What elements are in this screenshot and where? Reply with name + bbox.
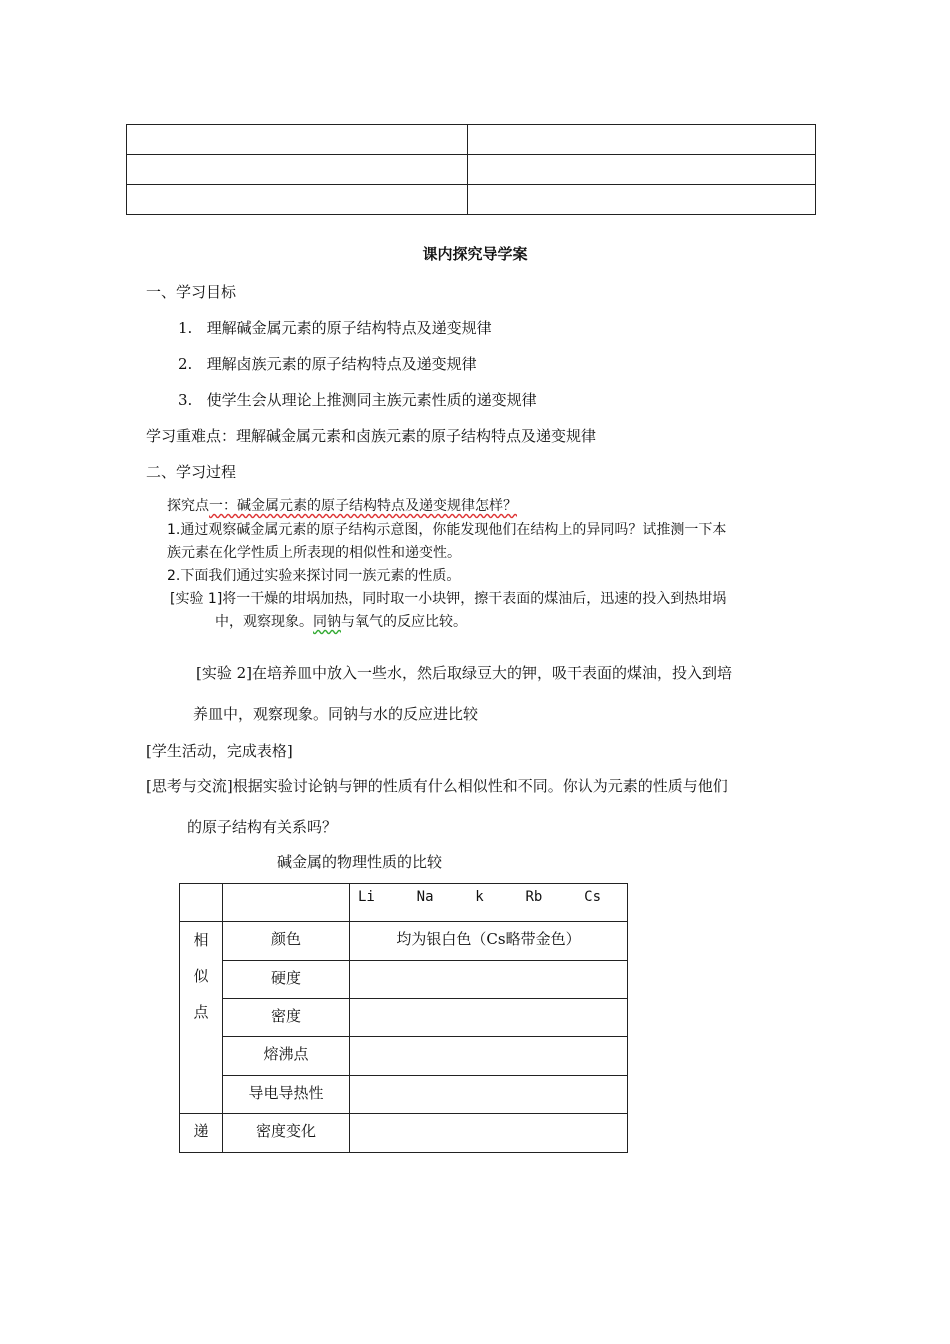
row-value (350, 1076, 628, 1114)
table-cell (468, 155, 816, 185)
table-cell (468, 125, 816, 155)
discussion-text: 的原子结构有关系吗？ (187, 818, 338, 836)
question-text: 族元素在化学性质上所表现的相似性和递变性。 (167, 545, 461, 561)
properties-table (179, 883, 628, 1153)
metal-symbol: Cs (584, 889, 601, 905)
discussion-text: [思考与交流]根据实验讨论钠与钾的性质有什么相似性和不同。你认为元素的性质与他们 (146, 777, 728, 795)
row-value (350, 961, 628, 999)
experiment-fragment: 与氧气的反应比较。 (341, 614, 467, 630)
goal-text: 使学生会从理论上推测同主族元素性质的递变规律 (206, 391, 537, 409)
section-heading: 一、学习目标 (146, 283, 237, 301)
table-caption: 碱金属的物理性质的比较 (277, 853, 443, 871)
page-title: 课内探究导学案 (422, 245, 528, 263)
group-similar (180, 922, 223, 1114)
experiment-text: [实验 2]在培养皿中放入一些水，然后取绿豆大的钾，吸干表面的煤油，投入到培 (196, 664, 733, 682)
group-char: 似 (193, 967, 209, 985)
explore-point (167, 495, 517, 515)
row-value (350, 999, 628, 1037)
table-row (127, 185, 816, 215)
group-char: 点 (193, 1003, 209, 1021)
experiment-text (215, 611, 467, 631)
table-cell (127, 155, 468, 185)
table-row (180, 1076, 628, 1114)
goal-item (178, 317, 492, 338)
key-points: 学习重难点：理解碱金属元素和卤族元素的原子结构特点及递变规律 (146, 427, 597, 445)
metal-symbol: Li (358, 889, 375, 905)
experiment-fragment: 中，观察现象。 (215, 614, 313, 630)
goal-text: 理解碱金属元素的原子结构特点及递变规律 (206, 319, 492, 337)
table-header-metals (350, 884, 628, 922)
row-value: 均为银白色（Cs略带金色） (350, 922, 628, 961)
section-heading: 二、学习过程 (146, 463, 237, 481)
row-label: 导电导热性 (223, 1076, 350, 1114)
header-table (126, 124, 816, 215)
goal-number: 1. (178, 319, 193, 337)
metal-symbol: Na (416, 889, 434, 905)
row-value (350, 1037, 628, 1076)
row-label: 密度 (223, 999, 350, 1037)
table-cell (180, 884, 223, 922)
row-label: 硬度 (223, 961, 350, 999)
experiment-fragment: 同钠 (313, 614, 341, 630)
table-cell (127, 185, 468, 215)
goal-text: 理解卤族元素的原子结构特点及递变规律 (206, 355, 477, 373)
metal-symbol: k (475, 889, 484, 905)
table-row (127, 125, 816, 155)
table-row (180, 961, 628, 999)
question-text: 2.下面我们通过实验来探讨同一族元素的性质。 (167, 568, 461, 584)
table-row (180, 999, 628, 1037)
table-row (127, 155, 816, 185)
row-label: 颜色 (223, 922, 350, 961)
table-row (180, 884, 628, 922)
table-cell (127, 125, 468, 155)
table-row (180, 1114, 628, 1153)
row-label: 密度变化 (223, 1114, 350, 1153)
row-label: 熔沸点 (223, 1037, 350, 1076)
group-trend: 递 (180, 1114, 223, 1153)
goal-item (178, 353, 477, 374)
explore-rest: 一：碱金属元素的原子结构特点及递变规律怎样？ (209, 498, 517, 514)
table-row (180, 1037, 628, 1076)
question-text: 1.通过观察碱金属元素的原子结构示意图，你能发现他们在结构上的异同吗？试推测一下本 (167, 522, 727, 538)
explore-prefix: 探究点 (167, 498, 209, 514)
table-cell (223, 884, 350, 922)
activity-text: [学生活动，完成表格] (146, 742, 293, 760)
metal-symbol: Rb (525, 889, 543, 905)
experiment-text: 养皿中，观察现象。同钠与水的反应进比较 (193, 705, 479, 723)
table-row (180, 922, 628, 961)
goal-number: 2. (178, 355, 193, 373)
group-char: 相 (193, 931, 209, 949)
row-value (350, 1114, 628, 1153)
goal-item (178, 389, 537, 410)
table-cell (468, 185, 816, 215)
experiment-text: [实验 1]将一干燥的坩埚加热，同时取一小块钾，擦干表面的煤油后，迅速的投入到热坩埚 (170, 591, 727, 607)
goal-number: 3. (178, 391, 193, 409)
